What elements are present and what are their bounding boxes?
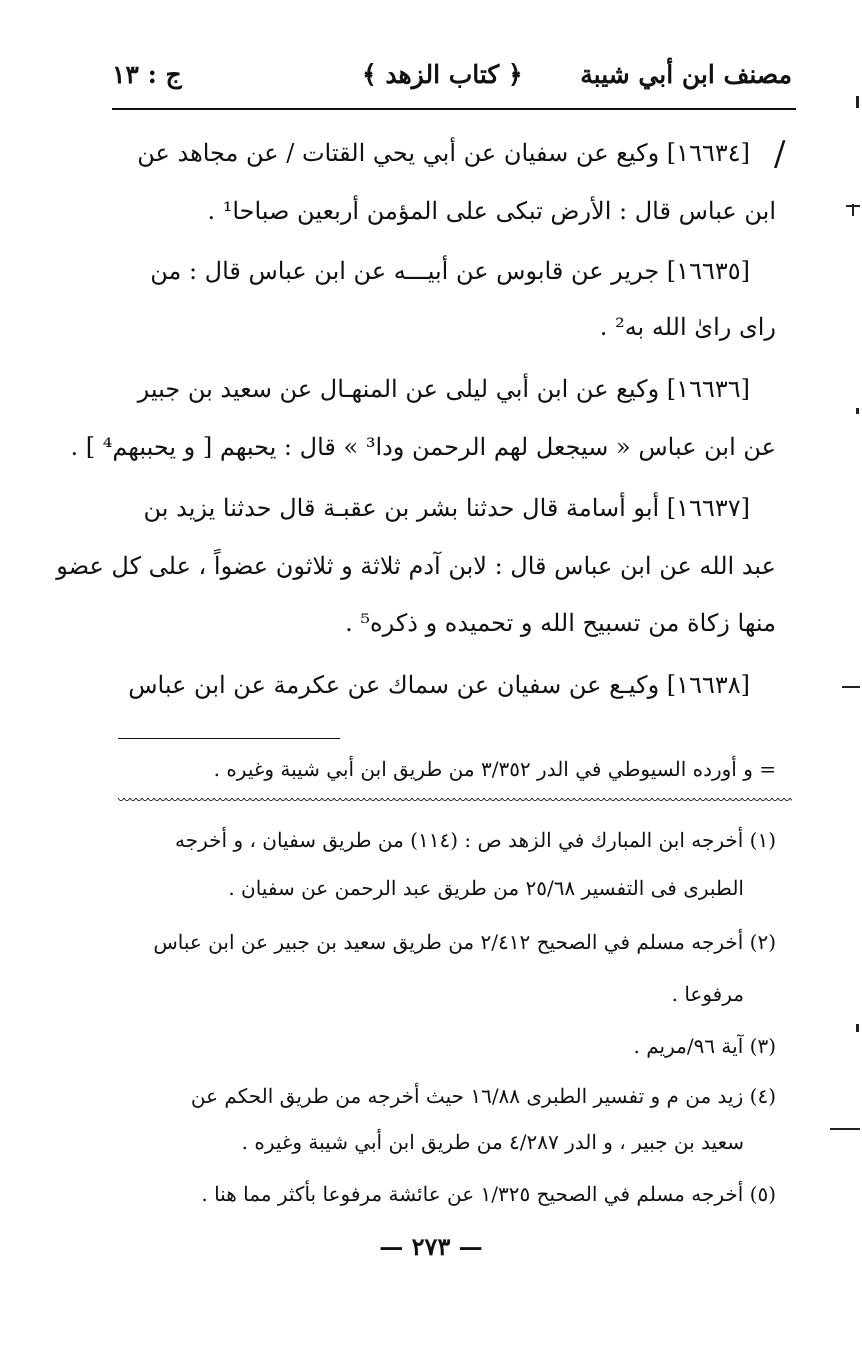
text-line: رای رایٰ الله به² . [599, 313, 776, 341]
footnote-line: (٤) زيد من م و تفسير الطبرى ١٦/٨٨ حيث أخرجه من طريق الحكم عن [190, 1084, 776, 1108]
book-title: مصنف ابن أبي شيبة [580, 60, 792, 89]
footnote-line: (٣) آية ٩٦/مريم . [633, 1034, 776, 1058]
footnote-line: (٥) أخرجه مسلم في الصحيح ١/٣٢٥ عن عائشة مرفوعا بأكثر مما هنا . [201, 1182, 776, 1206]
footnote-line: سعيد بن جبير ، و الدر ٤/٢٨٧ من طريق ابن أبي شيبة وغيره . [241, 1130, 744, 1154]
scan-mark [856, 96, 859, 108]
footnote-line: مرفوعا . [671, 982, 744, 1006]
chapter-title: ﴿ كتاب الزهد ﴾ [362, 60, 523, 89]
footnote-continuation: = و أورده السيوطي في الدر ٣/٣٥٢ من طريق ابن أبي شيبة وغيره . [213, 757, 776, 781]
text-line: ابن عباس قال : الأرض تبكى على المؤمن أربعين صباحا¹ . [207, 197, 776, 225]
page-number: — ٢٧٣ — [379, 1232, 483, 1261]
text-line: عبد الله عن ابن عباس قال : لابن آدم ثلاثة و ثلاثون عضواً ، على كل عضو [56, 552, 776, 580]
volume-number: ج : ١٣ [112, 60, 182, 89]
text-line: [١٦٦٣٤] وكيع عن سفيان عن أبي يحي القتات / عن مجاهد عن [137, 139, 750, 167]
wavy-divider [118, 798, 792, 804]
text-line: عن ابن عباس « سيجعل لهم الرحمن ودا³ » قال : يحبهم [ و يحببهم⁴ ] . [70, 433, 776, 461]
scan-mark [830, 1128, 860, 1130]
margin-page-break-mark: / [774, 134, 786, 174]
footnote-line: (١) أخرجه ابن المبارك في الزهد ص : (١١٤) من طريق سفيان ، و أخرجه [175, 828, 776, 852]
footnote-separator [118, 738, 340, 739]
scan-mark [856, 1024, 859, 1032]
header-rule [112, 108, 796, 110]
page-header [112, 54, 792, 98]
text-line: [١٦٦٣٨] وكيـع عن سفيان عن سماك عن عكرمة عن ابن عباس [128, 671, 750, 699]
text-line: منها زكاة من تسبيح الله و تحميده و ذكره⁵ . [345, 609, 776, 637]
footnote-line: الطبرى فى التفسير ٢٥/٦٨ من طريق عبد الرحمن عن سفيان . [228, 876, 744, 900]
scan-mark [842, 686, 860, 688]
text-line: [١٦٦٣٥] جرير عن قابوس عن أبيـــه عن ابن عباس قال : من [150, 257, 750, 285]
scan-mark [852, 204, 854, 216]
scan-mark [856, 408, 859, 414]
text-line: [١٦٦٣٦] وكيع عن ابن أبي ليلى عن المنهـال عن سعيد بن جبير [137, 375, 750, 403]
footnote-line: (٢) أخرجه مسلم في الصحيح ٢/٤١٢ من طريق سعيد بن جبير عن ابن عباس [153, 930, 776, 954]
text-line: [١٦٦٣٧] أبو أسامة قال حدثنا بشر بن عقبـة قال حدثنا يزيد بن [143, 494, 750, 522]
